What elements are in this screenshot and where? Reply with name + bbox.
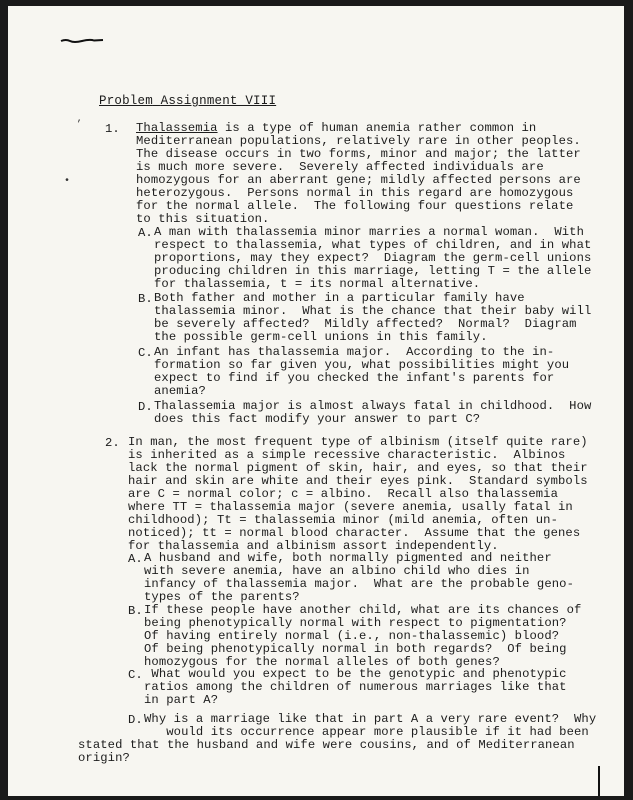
page-edge-mark bbox=[598, 766, 600, 796]
q1-part-b-label: B. bbox=[138, 292, 153, 306]
q1-part-c: An infant has thalassemia major. According to the in- formation so far given you, what possibilities might you expect to find if you checked the infant's parents for anemia? bbox=[154, 345, 570, 398]
q2-part-a: A husband and wife, both normally pigmented and neither with severe anemia, have an albino child who dies in infancy of thalassemia major. What are the probable geno- types of the parents? bbox=[144, 551, 574, 604]
q2-part-d: Why is a marriage like that in part A a very rare event? Why would its occurrence appear more plausible if it had been bbox=[144, 712, 597, 739]
margin-mark: ’ bbox=[76, 120, 83, 131]
q2-part-b: If these people have another child, what are its chances of being phenotypically normal with respect to pigmentation? Of having entirely normal (i.e., non-thalassemic) blood? Of being phenotypically normal in both regards? Of being homozygous for the normal alleles of both genes? bbox=[144, 603, 582, 669]
q2-number: 2. bbox=[105, 436, 120, 450]
q1-intro: Thalassemia is a type of human anemia rather common in Mediterranean populations, relatively rare in other peoples. The disease occurs in two forms, minor and major; the latter is much more severe. Severely affected individuals are homozygous for an aberrant gene; mildly affected persons are heterozygous. Persons normal in this regard are homozygous for the normal allele. The following four questions relate to this situation. bbox=[136, 121, 581, 226]
q2-part-a-label: A. bbox=[128, 552, 143, 566]
q1-part-c-label: C. bbox=[138, 346, 153, 360]
q1-number: 1. bbox=[105, 122, 120, 136]
q2-part-b-label: B. bbox=[128, 604, 143, 618]
q1-part-d: Thalassemia major is almost always fatal in childhood. How does this fact modify your answer to part C? bbox=[154, 399, 592, 426]
title-problem: Problem bbox=[99, 94, 153, 108]
q1-part-a-label: A. bbox=[138, 226, 153, 240]
q2-part-c: What would you expect to be the genotypic and phenotypic ratios among the children of numerous marriages like that in part A? bbox=[144, 667, 567, 707]
document-page bbox=[8, 6, 624, 796]
q1-part-b: Both father and mother in a particular family have thalassemia minor. What is the chance that their baby will be severely affected? Mildly affected? Normal? Diagram the possible germ-cell unions in this family. bbox=[154, 291, 592, 344]
q1-keyword: Thalassemia bbox=[136, 121, 218, 135]
title-assignment: Assignment VIII bbox=[160, 94, 277, 108]
q2-part-d-tail: stated that the husband and wife were cousins, and of Mediterranean origin? bbox=[78, 738, 575, 765]
page-title bbox=[99, 94, 276, 108]
q1-part-a: A man with thalassemia minor marries a normal woman. With respect to thalassemia, what types of children, and in what proportions, may they expect? Diagram the germ-cell unions producing children in this marriage, letting T = the allele for thalassemia, t = its normal alternative. bbox=[154, 225, 592, 291]
q2-part-c-label: C. bbox=[128, 668, 143, 682]
pen-mark bbox=[60, 38, 104, 44]
q1-part-d-label: D. bbox=[138, 400, 153, 414]
q2-part-d-label: D. bbox=[128, 713, 143, 727]
q2-intro: In man, the most frequent type of albinism (itself quite rare) is inherited as a simple recessive characteristic. Albinos lack the normal pigment of skin, hair, and eyes, so that their hair and skin are white and their eyes pink. Standard symbols are C = normal color; c = albino. Recall also thalassemia where TT = thalassemia major (severe anemia, usally fatal in childhood); Tt = thalassemia minor (mild anemia, often un- noticed); tt = normal blood character. Assume that the genes for thalassemia and albinism assort independently. bbox=[128, 435, 588, 553]
margin-dot: • bbox=[64, 176, 71, 187]
